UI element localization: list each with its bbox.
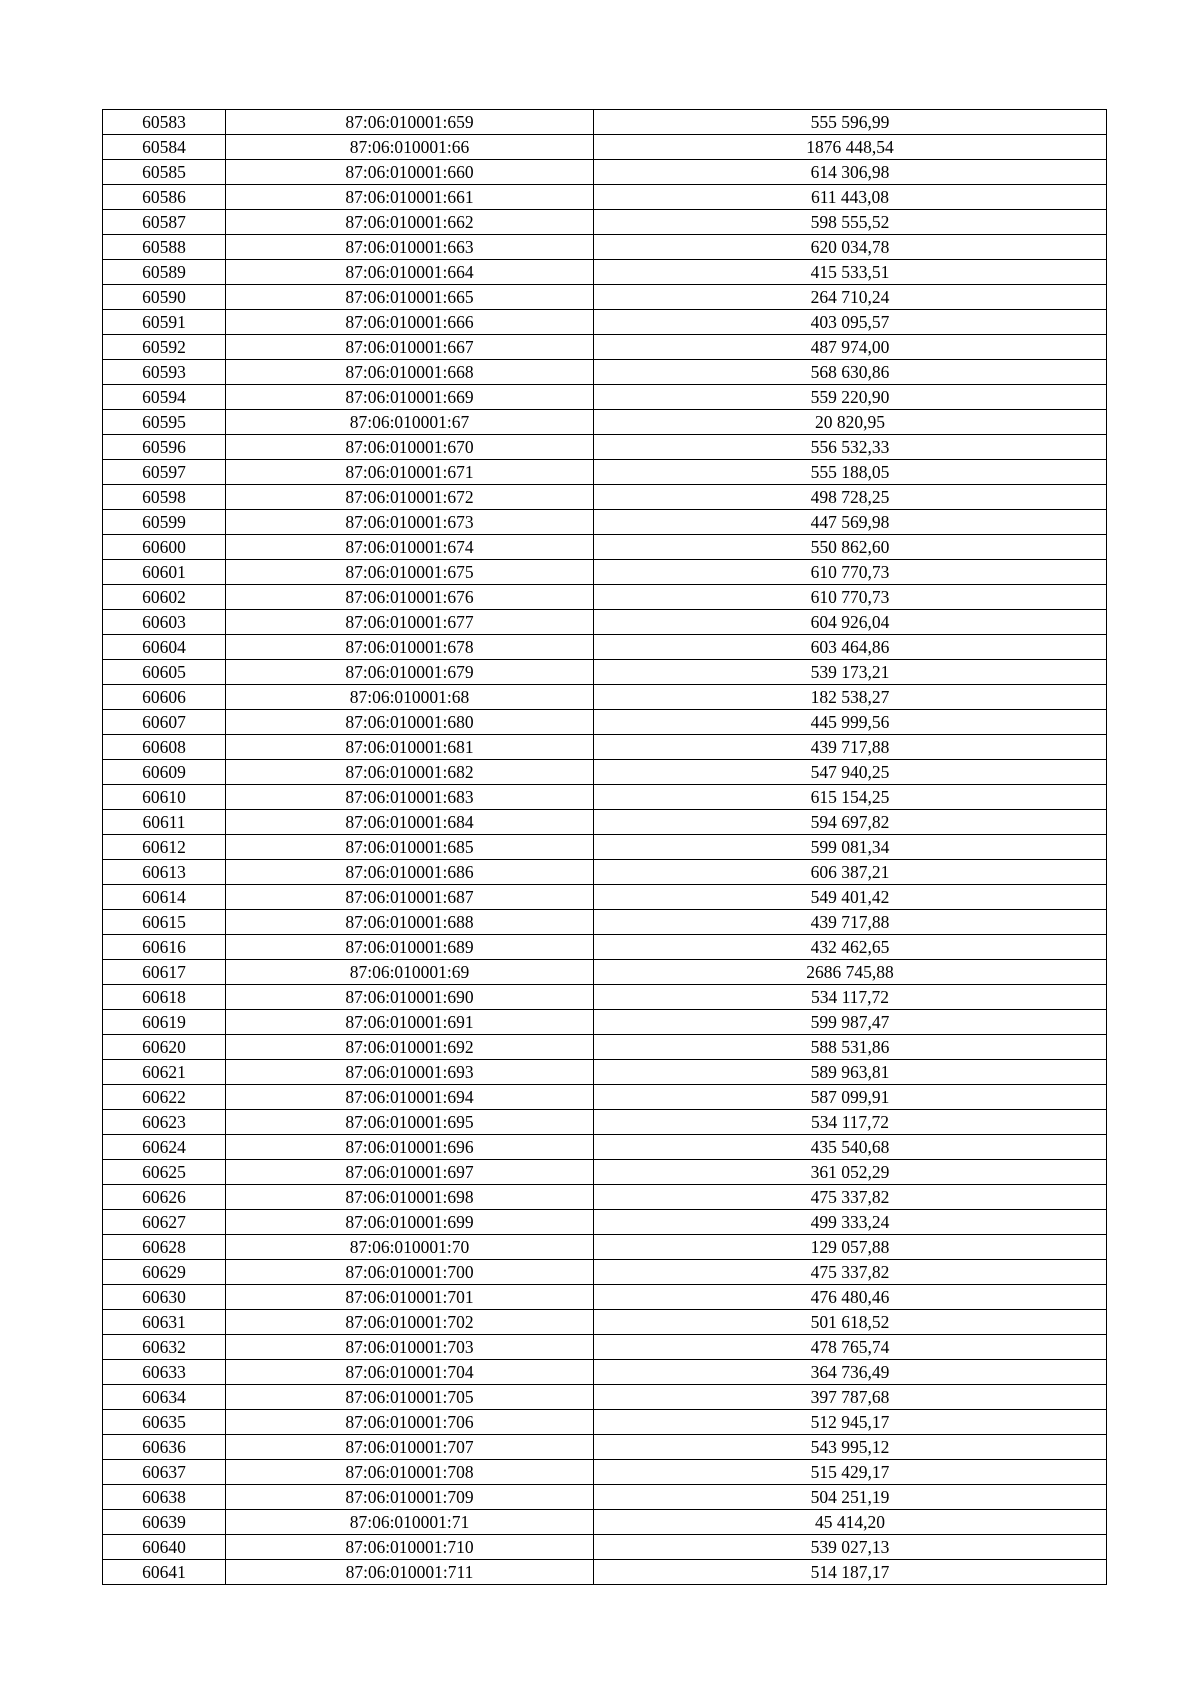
table-row	[103, 535, 1107, 560]
cadastral-value-cell: 439 717,88	[594, 910, 1107, 935]
cadastral-number-cell: 87:06:010001:672	[226, 485, 594, 510]
table-row	[103, 1535, 1107, 1560]
row-number-cell: 60592	[103, 335, 226, 360]
cadastral-value-cell: 610 770,73	[594, 560, 1107, 585]
row-number-cell: 60612	[103, 835, 226, 860]
row-number-cell: 60588	[103, 235, 226, 260]
table-row	[103, 660, 1107, 685]
table-row	[103, 685, 1107, 710]
cadastral-number-cell: 87:06:010001:702	[226, 1310, 594, 1335]
table-row	[103, 160, 1107, 185]
cadastral-number-cell: 87:06:010001:677	[226, 610, 594, 635]
cadastral-number-cell: 87:06:010001:686	[226, 860, 594, 885]
table-row	[103, 1410, 1107, 1435]
table-row	[103, 985, 1107, 1010]
table-row	[103, 1460, 1107, 1485]
row-number-cell: 60635	[103, 1410, 226, 1435]
cadastral-number-cell: 87:06:010001:695	[226, 1110, 594, 1135]
cadastral-number-cell: 87:06:010001:670	[226, 435, 594, 460]
table-row	[103, 135, 1107, 160]
cadastral-value-cell: 599 987,47	[594, 1010, 1107, 1035]
table-row	[103, 710, 1107, 735]
cadastral-value-cell: 499 333,24	[594, 1210, 1107, 1235]
cadastral-value-cell: 364 736,49	[594, 1360, 1107, 1385]
cadastral-value-cell: 515 429,17	[594, 1460, 1107, 1485]
cadastral-number-cell: 87:06:010001:660	[226, 160, 594, 185]
cadastral-number-cell: 87:06:010001:707	[226, 1435, 594, 1460]
cadastral-number-cell: 87:06:010001:693	[226, 1060, 594, 1085]
table-row	[103, 1110, 1107, 1135]
row-number-cell: 60591	[103, 310, 226, 335]
row-number-cell: 60627	[103, 1210, 226, 1235]
cadastral-number-cell: 87:06:010001:683	[226, 785, 594, 810]
cadastral-value-cell: 476 480,46	[594, 1285, 1107, 1310]
table-row	[103, 410, 1107, 435]
row-number-cell: 60633	[103, 1360, 226, 1385]
cadastral-value-cell: 555 188,05	[594, 460, 1107, 485]
cadastral-value-cell: 614 306,98	[594, 160, 1107, 185]
cadastral-number-cell: 87:06:010001:688	[226, 910, 594, 935]
cadastral-number-cell: 87:06:010001:689	[226, 935, 594, 960]
row-number-cell: 60613	[103, 860, 226, 885]
cadastral-number-cell: 87:06:010001:679	[226, 660, 594, 685]
cadastral-value-cell: 432 462,65	[594, 935, 1107, 960]
table-row	[103, 785, 1107, 810]
cadastral-value-cell: 549 401,42	[594, 885, 1107, 910]
cadastral-value-cell: 439 717,88	[594, 735, 1107, 760]
cadastral-value-cell: 555 596,99	[594, 110, 1107, 135]
row-number-cell: 60636	[103, 1435, 226, 1460]
cadastral-number-cell: 87:06:010001:684	[226, 810, 594, 835]
cadastral-number-cell: 87:06:010001:691	[226, 1010, 594, 1035]
cadastral-value-cell: 501 618,52	[594, 1310, 1107, 1335]
table-row	[103, 285, 1107, 310]
cadastral-value-cell: 478 765,74	[594, 1335, 1107, 1360]
cadastral-value-cell: 587 099,91	[594, 1085, 1107, 1110]
row-number-cell: 60619	[103, 1010, 226, 1035]
cadastral-value-cell: 534 117,72	[594, 1110, 1107, 1135]
cadastral-number-cell: 87:06:010001:703	[226, 1335, 594, 1360]
cadastral-value-cell: 606 387,21	[594, 860, 1107, 885]
row-number-cell: 60586	[103, 185, 226, 210]
cadastral-number-cell: 87:06:010001:680	[226, 710, 594, 735]
table-row	[103, 435, 1107, 460]
row-number-cell: 60616	[103, 935, 226, 960]
row-number-cell: 60593	[103, 360, 226, 385]
cadastral-value-cell: 539 027,13	[594, 1535, 1107, 1560]
table-row	[103, 335, 1107, 360]
row-number-cell: 60610	[103, 785, 226, 810]
cadastral-number-cell: 87:06:010001:676	[226, 585, 594, 610]
cadastral-value-cell: 445 999,56	[594, 710, 1107, 735]
table-row	[103, 210, 1107, 235]
cadastral-number-cell: 87:06:010001:682	[226, 760, 594, 785]
cadastral-value-cell: 534 117,72	[594, 985, 1107, 1010]
row-number-cell: 60602	[103, 585, 226, 610]
table-row	[103, 735, 1107, 760]
table-row	[103, 610, 1107, 635]
table-row	[103, 1210, 1107, 1235]
cadastral-number-cell: 87:06:010001:674	[226, 535, 594, 560]
row-number-cell: 60629	[103, 1260, 226, 1285]
cadastral-value-cell: 487 974,00	[594, 335, 1107, 360]
row-number-cell: 60623	[103, 1110, 226, 1135]
cadastral-number-cell: 87:06:010001:699	[226, 1210, 594, 1235]
cadastral-number-cell: 87:06:010001:666	[226, 310, 594, 335]
table-row	[103, 360, 1107, 385]
row-number-cell: 60601	[103, 560, 226, 585]
cadastral-number-cell: 87:06:010001:71	[226, 1510, 594, 1535]
cadastral-number-cell: 87:06:010001:669	[226, 385, 594, 410]
row-number-cell: 60639	[103, 1510, 226, 1535]
table-row	[103, 385, 1107, 410]
table-row	[103, 1010, 1107, 1035]
cadastral-number-cell: 87:06:010001:671	[226, 460, 594, 485]
table-row	[103, 1335, 1107, 1360]
row-number-cell: 60596	[103, 435, 226, 460]
row-number-cell: 60631	[103, 1310, 226, 1335]
cadastral-number-cell: 87:06:010001:709	[226, 1485, 594, 1510]
cadastral-number-cell: 87:06:010001:692	[226, 1035, 594, 1060]
row-number-cell: 60606	[103, 685, 226, 710]
row-number-cell: 60607	[103, 710, 226, 735]
row-number-cell: 60626	[103, 1185, 226, 1210]
table-row	[103, 1560, 1107, 1585]
table-row	[103, 1485, 1107, 1510]
cadastral-number-cell: 87:06:010001:67	[226, 410, 594, 435]
row-number-cell: 60614	[103, 885, 226, 910]
cadastral-value-cell: 498 728,25	[594, 485, 1107, 510]
row-number-cell: 60609	[103, 760, 226, 785]
cadastral-value-cell: 603 464,86	[594, 635, 1107, 660]
row-number-cell: 60615	[103, 910, 226, 935]
cadastral-value-cell: 543 995,12	[594, 1435, 1107, 1460]
row-number-cell: 60640	[103, 1535, 226, 1560]
row-number-cell: 60584	[103, 135, 226, 160]
row-number-cell: 60590	[103, 285, 226, 310]
row-number-cell: 60594	[103, 385, 226, 410]
cadastral-value-cell: 2686 745,88	[594, 960, 1107, 985]
table-row	[103, 1360, 1107, 1385]
cadastral-value-cell: 620 034,78	[594, 235, 1107, 260]
row-number-cell: 60618	[103, 985, 226, 1010]
table-row	[103, 185, 1107, 210]
table-body	[103, 110, 1107, 1585]
row-number-cell: 60605	[103, 660, 226, 685]
cadastral-value-cell: 403 095,57	[594, 310, 1107, 335]
cadastral-value-cell: 475 337,82	[594, 1260, 1107, 1285]
table-row	[103, 1185, 1107, 1210]
cadastral-number-cell: 87:06:010001:694	[226, 1085, 594, 1110]
table-row	[103, 560, 1107, 585]
cadastral-number-cell: 87:06:010001:664	[226, 260, 594, 285]
cadastral-number-cell: 87:06:010001:704	[226, 1360, 594, 1385]
cadastral-value-table	[102, 109, 1107, 1585]
row-number-cell: 60638	[103, 1485, 226, 1510]
row-number-cell: 60625	[103, 1160, 226, 1185]
row-number-cell: 60600	[103, 535, 226, 560]
table-row	[103, 1085, 1107, 1110]
table-row	[103, 1235, 1107, 1260]
row-number-cell: 60620	[103, 1035, 226, 1060]
table-row	[103, 635, 1107, 660]
table-row	[103, 585, 1107, 610]
row-number-cell: 60632	[103, 1335, 226, 1360]
table-row	[103, 935, 1107, 960]
table-row	[103, 760, 1107, 785]
row-number-cell: 60603	[103, 610, 226, 635]
table-row	[103, 1310, 1107, 1335]
table-row	[103, 910, 1107, 935]
cadastral-value-cell: 504 251,19	[594, 1485, 1107, 1510]
cadastral-value-cell: 435 540,68	[594, 1135, 1107, 1160]
cadastral-number-cell: 87:06:010001:698	[226, 1185, 594, 1210]
cadastral-value-cell: 550 862,60	[594, 535, 1107, 560]
table-row	[103, 460, 1107, 485]
row-number-cell: 60585	[103, 160, 226, 185]
cadastral-value-cell: 559 220,90	[594, 385, 1107, 410]
cadastral-value-cell: 447 569,98	[594, 510, 1107, 535]
table-row	[103, 510, 1107, 535]
table-row	[103, 960, 1107, 985]
cadastral-number-cell: 87:06:010001:701	[226, 1285, 594, 1310]
cadastral-value-cell: 589 963,81	[594, 1060, 1107, 1085]
cadastral-value-cell: 594 697,82	[594, 810, 1107, 835]
cadastral-number-cell: 87:06:010001:711	[226, 1560, 594, 1585]
cadastral-number-cell: 87:06:010001:70	[226, 1235, 594, 1260]
cadastral-number-cell: 87:06:010001:68	[226, 685, 594, 710]
cadastral-number-cell: 87:06:010001:678	[226, 635, 594, 660]
cadastral-number-cell: 87:06:010001:673	[226, 510, 594, 535]
row-number-cell: 60589	[103, 260, 226, 285]
cadastral-value-cell: 611 443,08	[594, 185, 1107, 210]
row-number-cell: 60641	[103, 1560, 226, 1585]
cadastral-value-cell: 1876 448,54	[594, 135, 1107, 160]
cadastral-value-cell: 20 820,95	[594, 410, 1107, 435]
cadastral-number-cell: 87:06:010001:705	[226, 1385, 594, 1410]
cadastral-value-cell: 604 926,04	[594, 610, 1107, 635]
cadastral-value-cell: 547 940,25	[594, 760, 1107, 785]
row-number-cell: 60624	[103, 1135, 226, 1160]
cadastral-number-cell: 87:06:010001:667	[226, 335, 594, 360]
cadastral-number-cell: 87:06:010001:708	[226, 1460, 594, 1485]
cadastral-value-cell: 475 337,82	[594, 1185, 1107, 1210]
cadastral-number-cell: 87:06:010001:710	[226, 1535, 594, 1560]
table-row	[103, 835, 1107, 860]
table-row	[103, 310, 1107, 335]
cadastral-value-cell: 514 187,17	[594, 1560, 1107, 1585]
cadastral-value-cell: 361 052,29	[594, 1160, 1107, 1185]
cadastral-value-cell: 415 533,51	[594, 260, 1107, 285]
table-row	[103, 1285, 1107, 1310]
row-number-cell: 60595	[103, 410, 226, 435]
cadastral-number-cell: 87:06:010001:681	[226, 735, 594, 760]
row-number-cell: 60622	[103, 1085, 226, 1110]
cadastral-value-cell: 397 787,68	[594, 1385, 1107, 1410]
table-row	[103, 260, 1107, 285]
row-number-cell: 60583	[103, 110, 226, 135]
cadastral-number-cell: 87:06:010001:706	[226, 1410, 594, 1435]
cadastral-value-cell: 568 630,86	[594, 360, 1107, 385]
cadastral-number-cell: 87:06:010001:662	[226, 210, 594, 235]
cadastral-number-cell: 87:06:010001:687	[226, 885, 594, 910]
row-number-cell: 60611	[103, 810, 226, 835]
table-row	[103, 1135, 1107, 1160]
cadastral-number-cell: 87:06:010001:661	[226, 185, 594, 210]
table-row	[103, 885, 1107, 910]
cadastral-value-cell: 182 538,27	[594, 685, 1107, 710]
row-number-cell: 60634	[103, 1385, 226, 1410]
table-row	[103, 1060, 1107, 1085]
table-row	[103, 110, 1107, 135]
cadastral-number-cell: 87:06:010001:685	[226, 835, 594, 860]
cadastral-number-cell: 87:06:010001:69	[226, 960, 594, 985]
cadastral-number-cell: 87:06:010001:675	[226, 560, 594, 585]
row-number-cell: 60621	[103, 1060, 226, 1085]
row-number-cell: 60599	[103, 510, 226, 535]
table-row	[103, 1160, 1107, 1185]
row-number-cell: 60617	[103, 960, 226, 985]
cadastral-number-cell: 87:06:010001:668	[226, 360, 594, 385]
table-row	[103, 485, 1107, 510]
cadastral-number-cell: 87:06:010001:659	[226, 110, 594, 135]
row-number-cell: 60597	[103, 460, 226, 485]
cadastral-number-cell: 87:06:010001:690	[226, 985, 594, 1010]
table-row	[103, 1510, 1107, 1535]
table-row	[103, 810, 1107, 835]
cadastral-value-cell: 556 532,33	[594, 435, 1107, 460]
cadastral-number-cell: 87:06:010001:700	[226, 1260, 594, 1285]
cadastral-number-cell: 87:06:010001:66	[226, 135, 594, 160]
table-row	[103, 1035, 1107, 1060]
cadastral-value-cell: 598 555,52	[594, 210, 1107, 235]
cadastral-number-cell: 87:06:010001:697	[226, 1160, 594, 1185]
table-row	[103, 860, 1107, 885]
row-number-cell: 60628	[103, 1235, 226, 1260]
cadastral-value-cell: 512 945,17	[594, 1410, 1107, 1435]
cadastral-value-cell: 615 154,25	[594, 785, 1107, 810]
cadastral-value-cell: 610 770,73	[594, 585, 1107, 610]
cadastral-value-cell: 129 057,88	[594, 1235, 1107, 1260]
cadastral-value-cell: 264 710,24	[594, 285, 1107, 310]
cadastral-value-cell: 599 081,34	[594, 835, 1107, 860]
row-number-cell: 60608	[103, 735, 226, 760]
table-row	[103, 1435, 1107, 1460]
row-number-cell: 60587	[103, 210, 226, 235]
cadastral-value-cell: 539 173,21	[594, 660, 1107, 685]
cadastral-value-cell: 588 531,86	[594, 1035, 1107, 1060]
cadastral-value-cell: 45 414,20	[594, 1510, 1107, 1535]
table-row	[103, 235, 1107, 260]
table-row	[103, 1385, 1107, 1410]
row-number-cell: 60637	[103, 1460, 226, 1485]
row-number-cell: 60604	[103, 635, 226, 660]
cadastral-number-cell: 87:06:010001:663	[226, 235, 594, 260]
cadastral-number-cell: 87:06:010001:665	[226, 285, 594, 310]
cadastral-number-cell: 87:06:010001:696	[226, 1135, 594, 1160]
row-number-cell: 60598	[103, 485, 226, 510]
table-row	[103, 1260, 1107, 1285]
row-number-cell: 60630	[103, 1285, 226, 1310]
